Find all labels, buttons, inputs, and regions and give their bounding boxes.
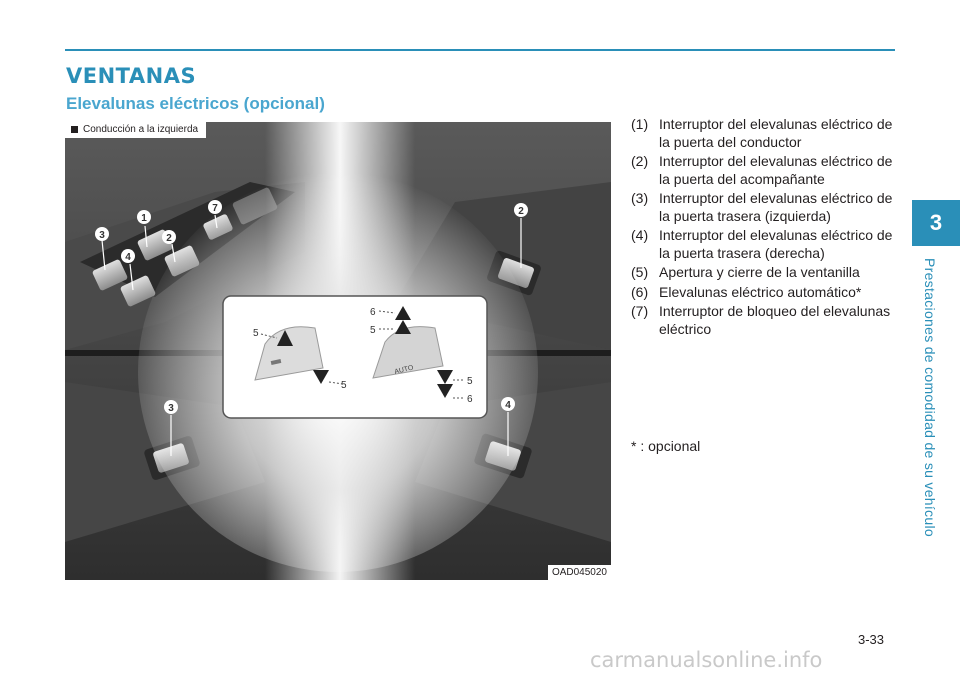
callout-7-label: 7 — [212, 203, 218, 214]
footnote: * : opcional — [631, 438, 701, 454]
watermark[interactable]: carmanualsonline.info — [590, 648, 823, 672]
caption-text: Conducción a la izquierda — [83, 124, 199, 135]
callout-3-label: 3 — [99, 230, 105, 241]
item-text: Interruptor del elevalunas eléctrico de la puerta del acompañante — [659, 153, 893, 187]
callout-2-passenger-label: 2 — [518, 206, 524, 217]
callout-4-rear-label: 4 — [505, 400, 511, 411]
item-list — [631, 116, 896, 340]
inset-label-5b: 5 — [341, 380, 347, 391]
list-item — [631, 303, 896, 338]
figure-code: OAD045020 — [548, 565, 611, 580]
chapter-title-vertical — [918, 258, 942, 538]
list-item — [631, 116, 896, 151]
section-title: VENTANAS — [66, 64, 197, 88]
item-text: Interruptor del elevalunas eléctrico de la puerta trasera (derecha) — [659, 227, 893, 261]
header-rule — [65, 49, 895, 51]
item-number: (1) — [631, 116, 649, 132]
list-item — [631, 284, 896, 302]
item-number: (2) — [631, 153, 649, 169]
callout-2-label: 2 — [166, 233, 172, 244]
inset-label-5c: 5 — [370, 325, 376, 336]
item-number: (4) — [631, 227, 649, 243]
figure-illustration — [65, 122, 611, 580]
item-text: Interruptor del elevalunas eléctrico de la puerta del conductor — [659, 116, 893, 150]
list-item — [631, 264, 896, 282]
item-text: Apertura y cierre de la ventanilla — [659, 264, 860, 280]
chapter-title: Prestaciones de comodidad de su vehículo — [922, 258, 938, 537]
item-number: (3) — [631, 190, 649, 206]
item-text: Interruptor del elevalunas eléctrico de la puerta trasera (izquierda) — [659, 190, 893, 224]
list-item — [631, 190, 896, 225]
window-switches-figure — [65, 122, 611, 580]
list-item — [631, 227, 896, 262]
item-number: (5) — [631, 264, 649, 280]
callout-3-rear-label: 3 — [168, 403, 174, 414]
subsection-title: Elevalunas eléctricos (opcional) — [66, 94, 325, 113]
inset-label-5d: 5 — [467, 376, 473, 387]
item-number: (7) — [631, 303, 649, 319]
item-text: Elevalunas eléctrico automático* — [659, 283, 862, 300]
item-number: (6) — [631, 283, 649, 300]
page-number: 3-33 — [858, 632, 885, 647]
inset-label-6a: 6 — [370, 307, 376, 318]
inset-detail — [223, 296, 487, 418]
callout-1-label: 1 — [141, 213, 147, 224]
inset-label-6b: 6 — [467, 394, 473, 405]
inset-label-5a: 5 — [253, 328, 259, 339]
list-item — [631, 153, 896, 188]
figure-caption — [65, 122, 206, 138]
inset-auto-label: AUTO — [393, 364, 415, 376]
chapter-tab[interactable]: 3 — [912, 200, 960, 246]
callout-4-label: 4 — [125, 252, 131, 263]
caption-square-icon — [71, 126, 78, 133]
item-text: Interruptor de bloqueo del elevalunas eléctrico — [659, 303, 891, 337]
